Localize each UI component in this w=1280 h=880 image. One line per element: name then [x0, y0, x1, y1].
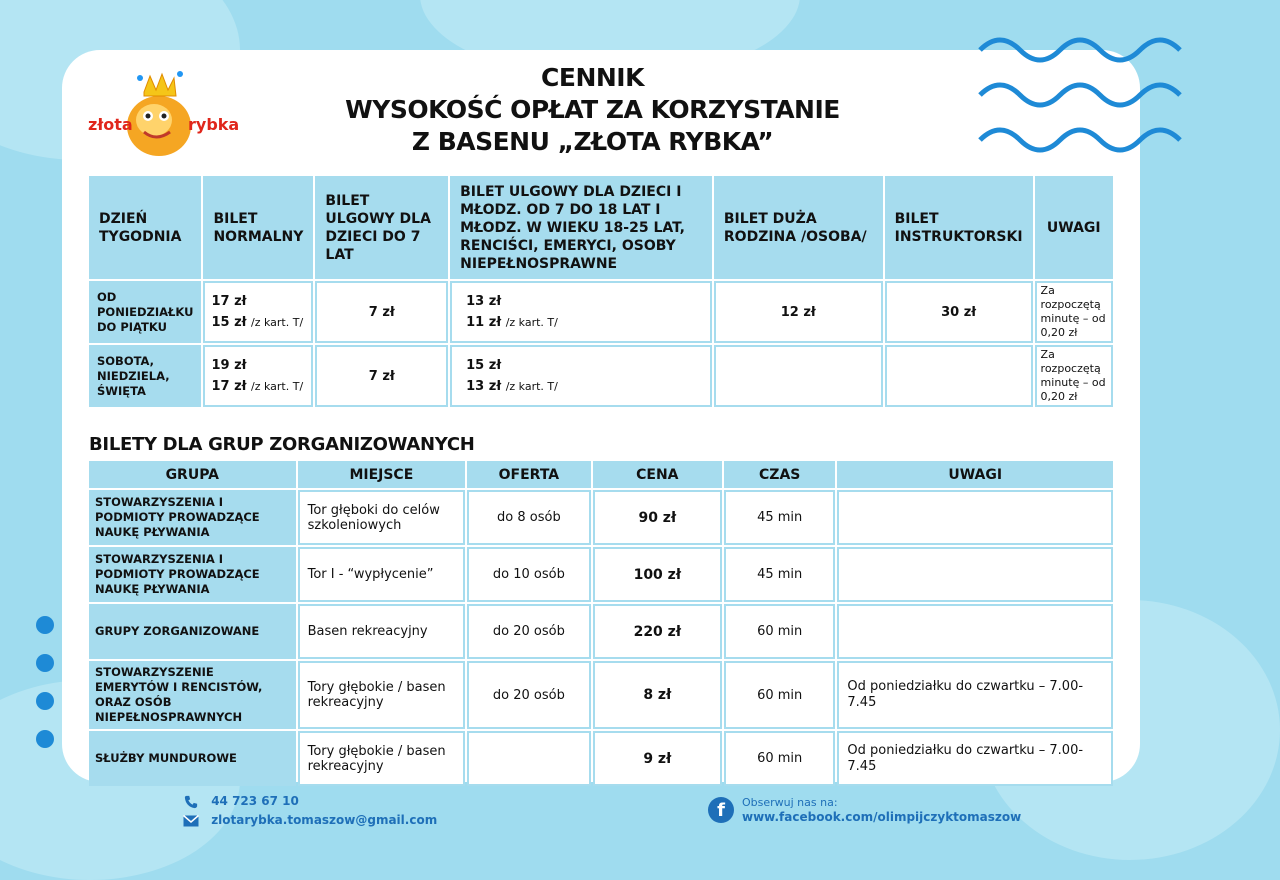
groups-row: [89, 547, 1113, 602]
offer-cell: do 8 osób: [467, 490, 591, 545]
place-cell: Tor głęboki do celów szkoleniowych: [298, 490, 466, 545]
notes-cell: [837, 604, 1113, 659]
reduced-price-cell: [450, 281, 712, 343]
groups-row: [89, 731, 1113, 786]
svg-text:złota: złota: [88, 115, 133, 134]
offer-cell: do 10 osób: [467, 547, 591, 602]
header-place: MIEJSCE: [298, 461, 466, 488]
header-price: CENA: [593, 461, 722, 488]
place-cell: Tory głębokie / basen rekreacyjny: [298, 661, 466, 729]
family-price-cell: [714, 345, 883, 407]
price-cell: 8 zł: [593, 661, 722, 729]
zlota-rybka-logo: [84, 68, 240, 168]
notes-cell: Za rozpoczętą minutę – od 0,20 zł: [1035, 281, 1113, 343]
header-notes: UWAGI: [1035, 176, 1113, 279]
pricing-table: [87, 174, 1115, 409]
offer-cell: do 20 osób: [467, 661, 591, 729]
facebook-link[interactable]: www.facebook.com/olimpijczyktomaszow: [742, 810, 1022, 824]
groups-row: [89, 604, 1113, 659]
day-cell: OD PONIEDZIAŁKU DO PIĄTKU: [89, 281, 201, 343]
price-cell: 220 zł: [593, 604, 722, 659]
waves-decoration: [975, 30, 1175, 170]
header-offer: OFERTA: [467, 461, 591, 488]
groups-heading: BILETY DLA GRUP ZORGANIZOWANYCH: [89, 434, 475, 455]
follow-label: Obserwuj nas na:: [742, 796, 838, 809]
instructor-price-cell: [885, 345, 1033, 407]
mail-icon: [183, 814, 199, 828]
offer-cell: do 20 osób: [467, 604, 591, 659]
groups-table: [87, 459, 1115, 788]
group-cell: SŁUŻBY MUNDUROWE: [89, 731, 296, 786]
reduced-price-cell: [450, 345, 712, 407]
page-title: [290, 62, 895, 158]
price-value: 11 zł: [466, 315, 502, 330]
normal-price-cell: [203, 345, 313, 407]
price-value: 17 zł: [211, 294, 247, 309]
card-note: /z kart. T/: [505, 380, 558, 393]
header-family: BILET DUŻA RODZINA /OSOBA/: [714, 176, 883, 279]
title-line-2: WYSOKOŚĆ OPŁAT ZA KORZYSTANIE: [345, 95, 840, 124]
group-cell: STOWARZYSZENIA I PODMIOTY PROWADZĄCE NAUKĘ PŁYWANIA: [89, 547, 296, 602]
instructor-price-cell: 30 zł: [885, 281, 1033, 343]
email-contact: [183, 813, 437, 828]
svg-text:rybka: rybka: [188, 115, 240, 134]
facebook-icon[interactable]: f: [708, 797, 734, 823]
notes-cell: Od poniedziałku do czwartku – 7.00-7.45: [837, 731, 1113, 786]
notes-cell: Za rozpoczętą minutę – od 0,20 zł: [1035, 345, 1113, 407]
time-cell: 45 min: [724, 547, 835, 602]
offer-cell: [467, 731, 591, 786]
price-cell: 90 zł: [593, 490, 722, 545]
kids-price-cell: 7 zł: [315, 345, 448, 407]
pricing-row-weekday: [89, 281, 1113, 343]
place-cell: Basen rekreacyjny: [298, 604, 466, 659]
groups-row: [89, 490, 1113, 545]
notes-cell: [837, 490, 1113, 545]
time-cell: 45 min: [724, 490, 835, 545]
time-cell: 60 min: [724, 604, 835, 659]
price-value: 15 zł: [211, 315, 247, 330]
header-time: CZAS: [724, 461, 835, 488]
price-cell: 9 zł: [593, 731, 722, 786]
dots-decoration: [36, 616, 54, 768]
header-reduced: BILET ULGOWY DLA DZIECI I MŁODZ. OD 7 DO 18 LAT I MŁODZ. W WIEKU 18-25 LAT, RENCIŚCI, EMERYCI, OSOBY NIEPEŁNOSPRAWNE: [450, 176, 712, 279]
place-cell: Tory głębokie / basen rekreacyjny: [298, 731, 466, 786]
normal-price-cell: [203, 281, 313, 343]
phone-contact: [183, 794, 299, 809]
pricing-header-row: [89, 176, 1113, 279]
card-note: /z kart. T/: [251, 380, 304, 393]
header-normal: BILET NORMALNY: [203, 176, 313, 279]
group-cell: STOWARZYSZENIE EMERYTÓW I RENCISTÓW, ORAZ OSÓB NIEPEŁNOSPRAWNYCH: [89, 661, 296, 729]
notes-cell: [837, 547, 1113, 602]
time-cell: 60 min: [724, 731, 835, 786]
phone-icon: [183, 795, 199, 809]
price-value: 15 zł: [466, 358, 502, 373]
day-cell: SOBOTA, NIEDZIELA, ŚWIĘTA: [89, 345, 201, 407]
title-line-1: CENNIK: [541, 63, 644, 92]
pricing-row-weekend: [89, 345, 1113, 407]
header-instructor: BILET INSTRUKTORSKI: [885, 176, 1033, 279]
groups-header-row: [89, 461, 1113, 488]
price-value: 13 zł: [466, 379, 502, 394]
price-value: 19 zł: [211, 358, 247, 373]
groups-row: [89, 661, 1113, 729]
dot: [36, 730, 54, 748]
dot: [36, 616, 54, 634]
price-value: 13 zł: [466, 294, 502, 309]
header-day: DZIEŃ TYGODNIA: [89, 176, 201, 279]
notes-cell: Od poniedziałku do czwartku – 7.00-7.45: [837, 661, 1113, 729]
price-value: 17 zł: [211, 379, 247, 394]
family-price-cell: 12 zł: [714, 281, 883, 343]
group-cell: GRUPY ZORGANIZOWANE: [89, 604, 296, 659]
dot: [36, 654, 54, 672]
header-group: GRUPA: [89, 461, 296, 488]
time-cell: 60 min: [724, 661, 835, 729]
email-address[interactable]: zlotarybka.tomaszow@gmail.com: [211, 813, 438, 827]
phone-number[interactable]: 44 723 67 10: [211, 794, 299, 808]
card-note: /z kart. T/: [505, 316, 558, 329]
price-cell: 100 zł: [593, 547, 722, 602]
header-kids-under-7: BILET ULGOWY DLA DZIECI DO 7 LAT: [315, 176, 448, 279]
title-line-3: Z BASENU „ZŁOTA RYBKA”: [411, 127, 774, 156]
place-cell: Tor I - “wypłycenie”: [298, 547, 466, 602]
header-notes: UWAGI: [837, 461, 1113, 488]
card-note: /z kart. T/: [251, 316, 304, 329]
group-cell: STOWARZYSZENIA I PODMIOTY PROWADZĄCE NAUKĘ PŁYWANIA: [89, 490, 296, 545]
kids-price-cell: 7 zł: [315, 281, 448, 343]
dot: [36, 692, 54, 710]
